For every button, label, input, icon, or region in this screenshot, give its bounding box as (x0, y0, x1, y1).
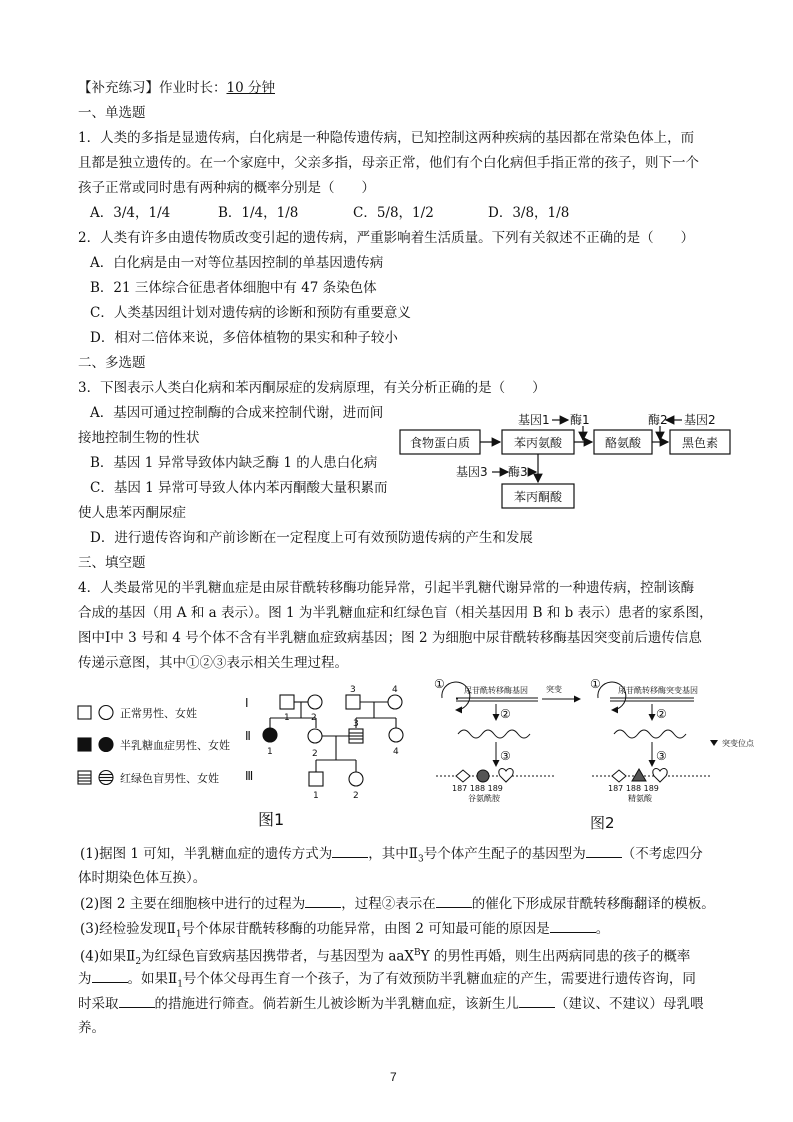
legend-colorblind-label: 红绿色盲男性、女姓 (120, 772, 219, 785)
q4-sub3 (80, 918, 609, 945)
q2-option-c: C．人类基因组计划对遗传病的诊断和预防有重要意义 (90, 305, 411, 321)
q4-sub3-text-a: (3)经检验发现Ⅱ (80, 921, 176, 937)
q3-option-d: D．进行遗传咨询和产前诊断在一定程度上可有效预防遗传病的产生和发展 (90, 530, 533, 546)
pedigree-I1-number: 1 (284, 713, 290, 723)
q4-sub4-text-i: （建议、不建议）母乳喂 (555, 996, 704, 1012)
q4-sub1-line1 (80, 843, 703, 870)
q2-stem: 2．人类有许多由遗传物质改变引起的遗传病，严重影响着生活质量。下列有关叙述不正确的是（ ） (78, 230, 695, 246)
pedigree-I4-number: 4 (392, 685, 398, 695)
q4-sub1-subscript: 3 (417, 854, 424, 865)
q4-sub4-text-f: 号个体父母再生育一个孩子，为了有效预防半乳糖血症的产生，需要进行遗传咨询，同 (182, 971, 696, 987)
q4-sub4-text-a: (4)如果Ⅱ (80, 948, 136, 965)
step3-right: ③ (656, 749, 667, 763)
pedigree-I3-male (346, 695, 360, 709)
step1-left: ① (434, 677, 445, 691)
answer-blank-7[interactable] (119, 993, 155, 1008)
q4-sub4-text-h: 的措施进行筛查。倘若新生儿被诊断为半乳糖血症，该新生儿 (154, 996, 519, 1012)
gene1-label: 基因1 (518, 413, 550, 427)
step2-left: ② (500, 707, 511, 721)
answer-blank-1[interactable] (332, 843, 368, 858)
generation-I-label: Ⅰ (245, 696, 249, 710)
q1-option-d: D．3/8，1/8 (488, 205, 570, 221)
duration-value: 10 分钟 (226, 80, 275, 96)
q4-sub4-text-g: 时采取 (78, 996, 119, 1012)
q4-sub1-text-d: （不考虑四分 (621, 846, 703, 862)
gene-normal-label: 尿苷酰转移酶基因 (464, 686, 528, 695)
figure2-expression (428, 668, 768, 838)
pedigree-II3-number: 3 (353, 719, 359, 729)
figure1-caption: 图1 (258, 810, 285, 829)
pedigree-I2-number: 2 (311, 713, 317, 723)
gene3-label: 基因3 (456, 465, 488, 479)
q3-option-c1: C．基因 1 异常可导致人体内苯丙酮酸大量积累而 (90, 480, 388, 496)
q4-sub4-line3 (78, 993, 704, 1014)
q3-option-b: B．基因 1 异常导致体内缺乏酶 1 的人患白化病 (90, 455, 378, 471)
section-single: 一、单选题 (78, 105, 146, 121)
q4-line2: 合成的基因（用 A 和 a 表示）。图 1 为半乳糖血症和红绿色盲（相关基因用 B 和 b 表示）患者的家系图， (78, 605, 713, 621)
q4-sub4-text-b: 为红绿色盲致病基因携带者，与基因型为 aaX (141, 948, 415, 965)
q2-option-a: A．白化病是由一对等位基因控制的单基因遗传病 (90, 255, 384, 271)
page-number: 7 (390, 1070, 397, 1084)
q1-line3: 孩子正常或同时患有两种病的概率分别是（ ） (78, 180, 375, 196)
pedigree-I3-number: 3 (350, 685, 356, 695)
q4-sub4-line2 (78, 968, 696, 995)
pedigree-II1-number: 1 (267, 747, 273, 757)
step2-right: ② (656, 707, 667, 721)
section-fill: 三、填空题 (78, 555, 146, 571)
generation-III-label: Ⅲ (245, 769, 254, 783)
legend-normal-female-icon (99, 706, 113, 720)
pedigree-II1-affected-female (263, 728, 277, 742)
amino-acid-mutant: 精氨酸 (628, 794, 652, 803)
mutation-site-icon (710, 740, 718, 746)
q4-sub4-subscript2: 1 (177, 979, 183, 990)
q4-line3: 图中Ⅰ中 3 号和 4 号个体不含有半乳糖血症致病基因；图 2 为细胞中尿苷酰转移酶基因突变前后遗传信息 (78, 630, 702, 646)
enzyme2-label: 酶2 (648, 413, 668, 427)
q4-line1: 4．人类最常见的半乳糖血症是由尿苷酰转移酶功能异常，引起半乳糖代谢异常的一种遗传病，控制该酶 (78, 580, 695, 596)
pedigree-III1-male (309, 772, 323, 786)
tyrosine-box: 酪氨酸 (604, 436, 642, 450)
gene2-label: 基因2 (684, 413, 716, 427)
q4-sub4-text-e: 。如果Ⅱ (127, 971, 178, 987)
answer-blank-6[interactable] (92, 968, 128, 983)
step1-right: ① (590, 677, 601, 691)
pedigree-II4-female (389, 728, 403, 742)
answer-blank-5[interactable] (550, 918, 596, 933)
enzyme1-label: 酶1 (570, 413, 590, 427)
assignment-header (78, 78, 275, 98)
figure2-caption: 图2 (590, 814, 615, 832)
amino-acid-normal: 谷氨酰胺 (468, 794, 500, 803)
phenylpyruvate-box: 苯丙酮酸 (513, 490, 563, 504)
q1-option-c: C．5/8，1/2 (353, 205, 434, 221)
gene-mutant-label: 尿苷酰转移酶突变基因 (618, 686, 698, 695)
pedigree-I1-male (280, 695, 294, 709)
q3-option-a1: A．基因可通过控制酶的合成来控制代谢，进而间 (90, 405, 384, 421)
pedigree-II4-number: 4 (393, 747, 399, 757)
pedigree-I2-female (308, 695, 322, 709)
q4-sub4-line4: 养。 (78, 1020, 105, 1036)
q4-sub4-text-c: Y 的男性再婚，则生出两病同患的孩子的概率 (420, 948, 691, 965)
mutation-site-label: 突变位点 (722, 739, 754, 748)
pedigree-III1-number: 1 (313, 791, 319, 801)
q4-sub2-text-c: 的催化下形成尿苷酰转移酶翻译的模板。 (471, 896, 715, 912)
q2-option-b: B．21 三体综合征患者体细胞中有 47 条染色体 (90, 280, 377, 296)
pedigree-II2-number: 2 (312, 749, 318, 759)
q1-line1: 1．人类的多指是显遗传病，白化病是一种隐传遗传病，已知控制这两种疾病的基因都在常染色体上，而 (78, 130, 695, 146)
header-label: 【补充练习】作业时长： (78, 80, 227, 96)
section-multi: 二、多选题 (78, 355, 146, 371)
q3-option-c2: 使人患苯丙酮尿症 (78, 505, 186, 521)
q3-stem: 3．下图表示人类白化病和苯丙酮尿症的发病原理，有关分析正确的是（ ） (78, 380, 546, 396)
metabolism-diagram (398, 408, 738, 520)
q4-sub3-text-b: 号个体尿苷酰转移酶的功能异常，由图 2 可知最可能的原因是 (181, 921, 550, 937)
generation-II-label: Ⅱ (245, 729, 251, 743)
q4-sub1-text-b: ，其中Ⅱ (368, 846, 418, 862)
pedigree-I4-female (388, 695, 402, 709)
pedigree-II2-female (308, 729, 322, 743)
answer-blank-8[interactable] (519, 993, 555, 1008)
q4-sub4-subscript: 2 (135, 957, 142, 968)
legend-normal-male-icon (78, 706, 91, 719)
food-protein-box: 食物蛋白质 (409, 436, 471, 450)
legend-galactosemia-label: 半乳糖血症男性、女姓 (120, 739, 230, 752)
q4-sub1-text-a: (1)据图 1 可知，半乳糖血症的遗传方式为 (80, 846, 333, 862)
positions-right: 187 188 189 (608, 784, 659, 793)
q1-option-a: A．3/4，1/4 (90, 205, 171, 221)
positions-left: 187 188 189 (452, 784, 503, 793)
pedigree-III2-number: 2 (353, 791, 359, 801)
step3-left: ③ (500, 749, 511, 763)
q1-option-b: B．1/4，1/8 (218, 205, 299, 221)
q2-option-d: D．相对二倍体来说，多倍体植物的果实和种子较小 (90, 330, 398, 346)
legend-normal-label: 正常男性、女姓 (120, 707, 197, 720)
answer-blank-2[interactable] (586, 843, 622, 858)
enzyme3-label: 酶3 (508, 465, 528, 479)
q4-sub4-superscript: B (414, 948, 421, 958)
melanin-box: 黑色素 (681, 436, 719, 450)
q4-line4: 传递示意图，其中①②③表示相关生理过程。 (78, 655, 348, 671)
q4-sub1-text-c: 号个体产生配子的基因型为 (423, 846, 586, 862)
q4-sub2 (80, 893, 715, 914)
q4-sub2-text-b: ，过程②表示在 (341, 896, 436, 912)
legend-galactosemia-male-icon (78, 738, 91, 751)
answer-blank-4[interactable] (436, 893, 472, 908)
q4-sub1-line2: 体时期染色体互换）。 (78, 870, 207, 886)
q4-sub3-subscript: 1 (175, 929, 182, 940)
q4-sub2-text-a: (2)图 2 主要在细胞核中进行的过程为 (80, 896, 306, 912)
q4-sub3-text-c: 。 (595, 921, 610, 937)
phenylalanine-box: 苯丙氨酸 (513, 436, 563, 450)
mutation-label: 突变 (546, 685, 562, 694)
answer-blank-3[interactable] (305, 893, 341, 908)
pedigree-III2-female (349, 772, 363, 786)
legend-galactosemia-female-icon (99, 738, 113, 752)
q3-option-a2: 接地控制生物的性状 (78, 430, 200, 446)
q1-line2: 且都是独立遗传的。在一个家庭中，父亲多指，母亲正常，他们有个白化病但手指正常的孩子，则下一个 (78, 155, 699, 171)
q4-sub4-text-d: 为 (78, 971, 92, 987)
figure1-pedigree (70, 680, 430, 835)
